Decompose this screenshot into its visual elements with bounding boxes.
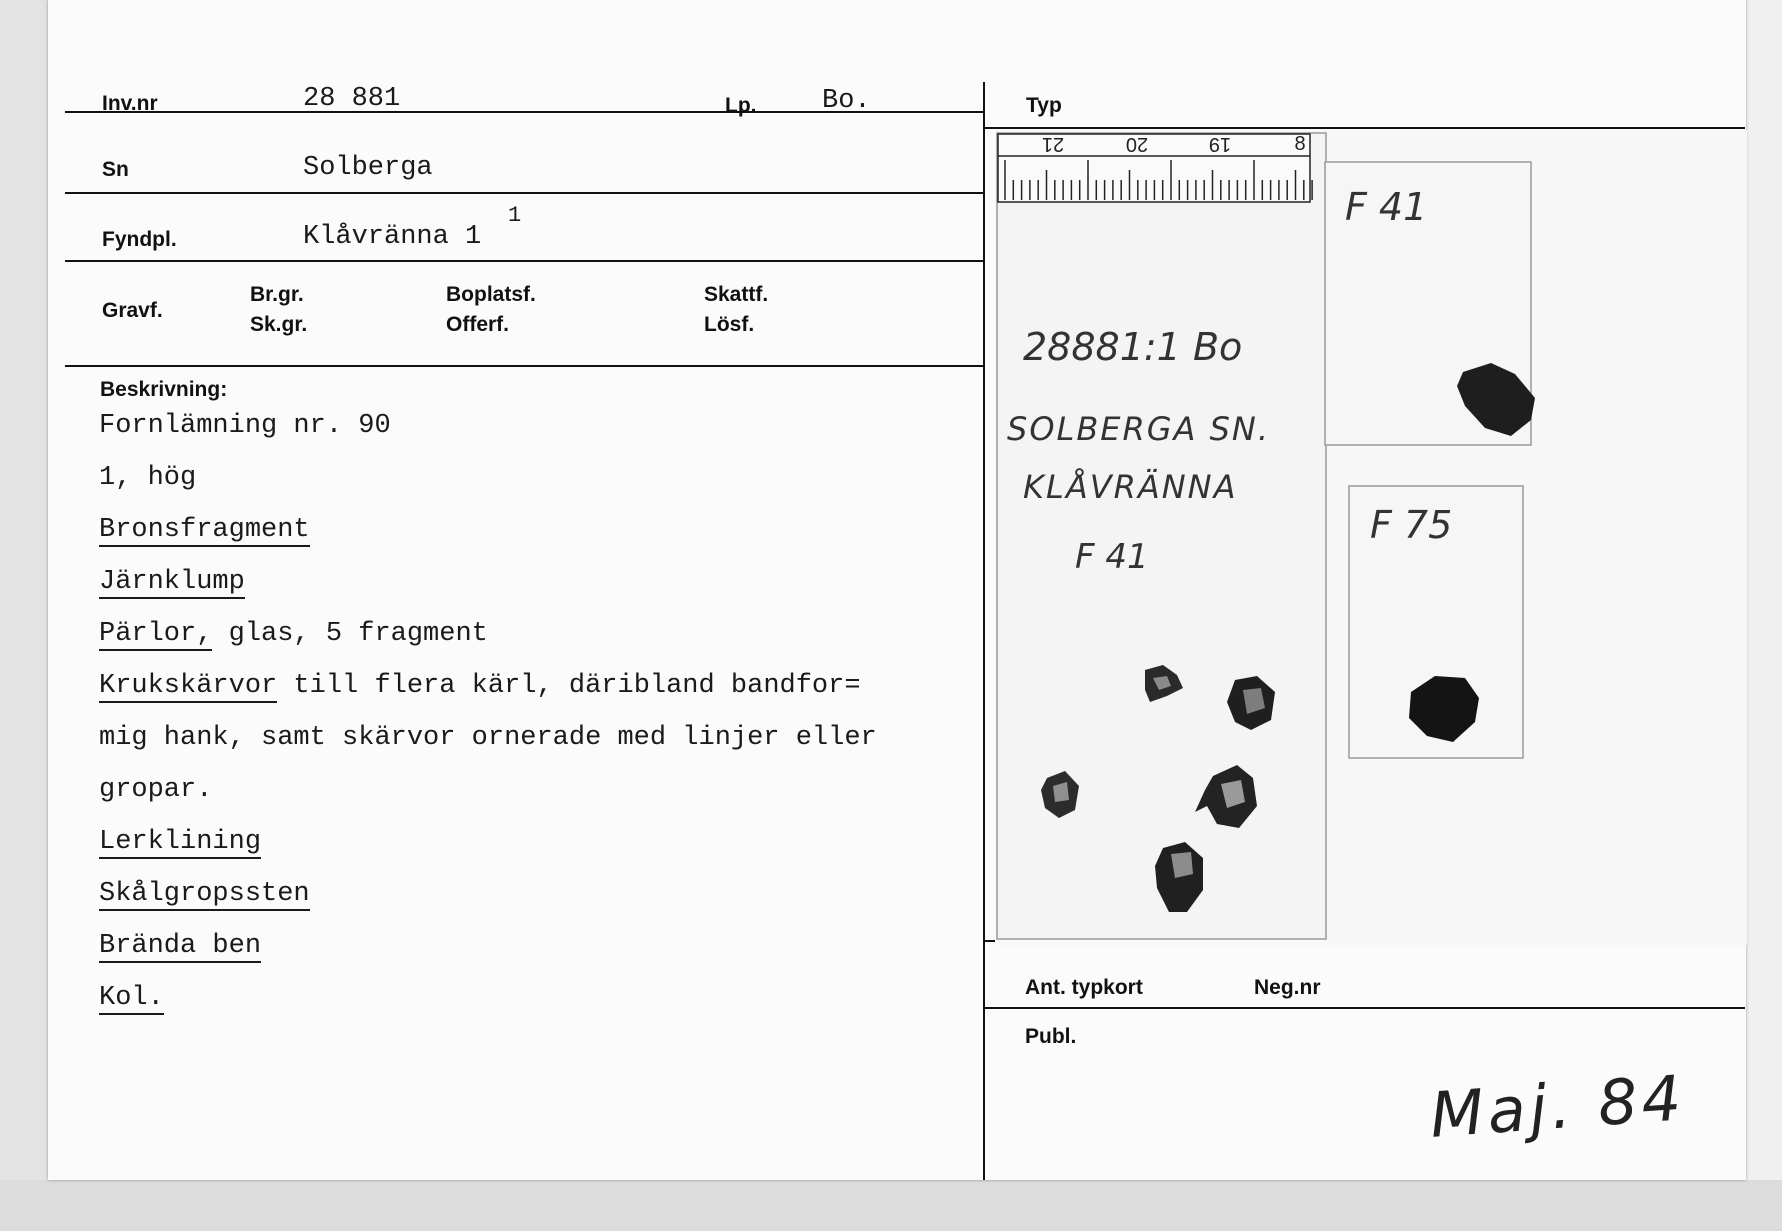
desc-line-7: mig hank, samt skärvor ornerade med linjer eller [99,723,877,753]
box-f41-label: F 41 [1345,185,1428,229]
ant-typkort-label: Ant. typkort [1025,976,1143,999]
desc-line-2: 1, hög [99,463,197,493]
specimen-board [997,133,1326,939]
lp-label: Lp. [725,94,757,117]
fyndpl-superscript: 1 [508,203,522,228]
desc-line-10: Skålgropssten [99,879,310,909]
desc-line-5-rest: glas, 5 fragment [212,619,488,649]
inv-label: Inv.nr [102,92,158,115]
desc-line-8: gropar. [99,775,213,805]
desc-line-5 [99,619,488,649]
losf-label: Lösf. [704,313,755,336]
desc-line-1: Fornlämning nr. 90 [99,411,391,441]
card-edge-right [1745,0,1782,1231]
desc-line-12: Kol. [99,983,164,1013]
ruler-label-21: 21 [1041,133,1065,155]
desc-line-4: Järnklump [99,567,245,597]
gravf-label: Gravf. [102,299,163,322]
photo-label-f: F 41 [1075,537,1149,577]
row-line-sn [65,192,983,194]
photo-label-sn: SOLBERGA SN. [1007,410,1271,448]
finds-photo [995,130,1747,945]
ruler-label-20: 20 [1125,133,1149,155]
desc-line-3: Bronsfragment [99,515,310,545]
desc-line-9: Lerklining [99,827,262,857]
negnr-label: Neg.nr [1254,976,1321,999]
photo-label-fyndpl: KLÅVRÄNNA [1023,468,1238,506]
skgr-label: Sk.gr. [250,313,308,336]
beskrivning-label: Beskrivning: [100,378,228,401]
column-divider [983,82,985,1180]
boplatsf-label: Boplatsf. [446,283,536,306]
desc-line-5-underlined: Pärlor, [99,619,213,649]
desc-line-6-rest: till flera kärl, däribland bandfor= [277,671,861,701]
handwritten-date-signature: Maj. 84 [1427,1061,1688,1152]
ruler-label-8: 8 [1294,133,1306,155]
box-f75-label: F 75 [1370,503,1453,547]
desc-line-11: Brända ben [99,931,262,961]
brgr-label: Br.gr. [250,283,304,306]
fyndpl-label: Fyndpl. [102,228,177,251]
desc-line-6-underlined: Krukskärvor [99,671,278,701]
sn-value: Solberga [303,153,433,183]
inv-value: 28 881 [303,84,401,114]
offerf-label: Offerf. [446,313,509,336]
ruler [998,133,1312,202]
publ-label: Publ. [1025,1025,1077,1048]
lp-value: Bo. [822,86,871,116]
typ-label: Typ [1026,94,1062,117]
row-line-gravf [65,365,983,367]
desc-line-6 [99,671,861,701]
row-line-fyndpl [65,260,983,262]
skattf-label: Skattf. [704,283,769,306]
row-line-ant [985,1007,1745,1009]
fyndpl-value: Klåvränna 1 [303,222,482,252]
ruler-label-19: 19 [1208,133,1232,155]
photo-label-inv: 28881:1 Bo [1023,325,1243,369]
row-line-typ [985,127,1745,129]
card-edge-bottom [0,1180,1782,1231]
sn-label: Sn [102,158,129,181]
